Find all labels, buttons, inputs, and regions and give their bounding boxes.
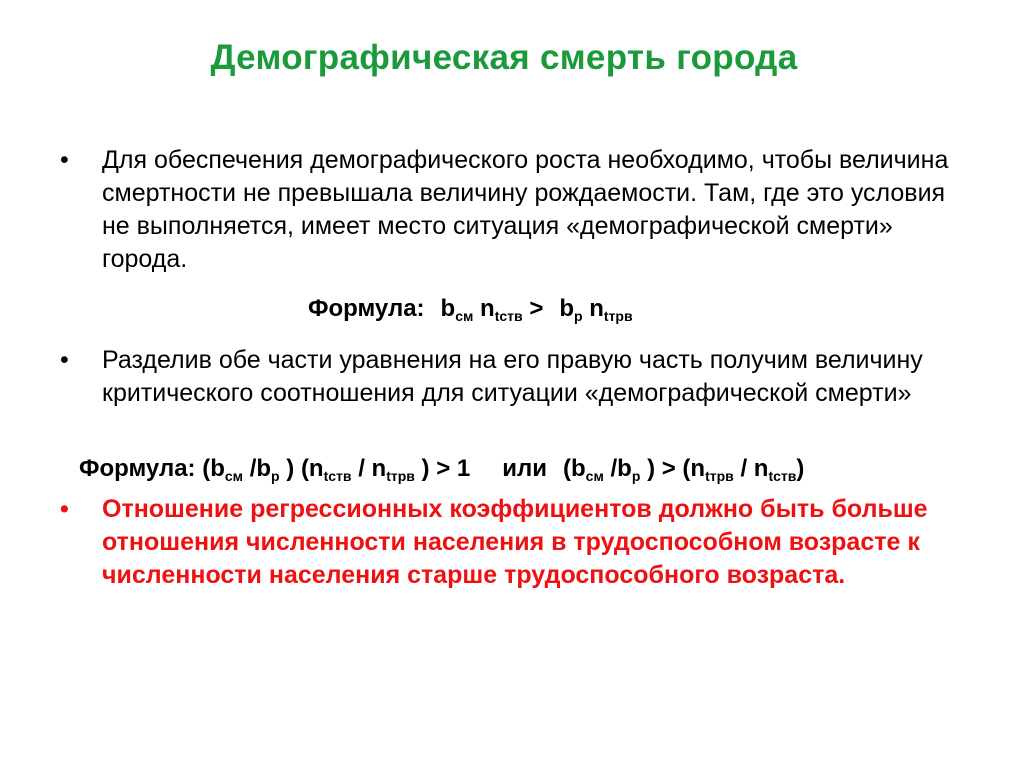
symbol-b: b [559,295,574,322]
subscript: р [574,308,583,324]
formula-part: (n [300,455,324,482]
subscript: tств [494,308,523,324]
subscript: р [271,468,280,484]
bullet-marker: • [60,495,69,523]
formula-part: (b [563,455,586,482]
formula-comparison: > 1 [436,455,471,482]
formula-comparison: > [661,455,676,482]
bullet-item [60,344,960,444]
formula-part: /b [249,455,272,482]
formula-inequality [308,295,633,323]
bullet-text: Отношение регрессионных коэффициентов должно быть больше отношения численности населения в трудоспособном возрасте к численности населения старше трудоспособного возраста. [102,495,928,589]
formula-part: / n [740,455,769,482]
subscript: см [455,308,474,324]
subscript: р [631,468,641,484]
formula-label: Формула: [79,455,196,482]
formula-ratio [79,455,804,483]
formula-part: ) [421,455,430,482]
formula-part: ) [286,455,295,482]
formula-part: (n [682,455,706,482]
formula-part: /b [610,455,632,482]
symbol-n: n [589,295,604,322]
formula-part: ) [647,455,656,482]
symbol-n: n [480,295,495,322]
bullet-text: Разделив обе части уравнения на его правую часть получим величину критического соотношения для ситуации «демографической смерти» [102,346,923,407]
subscript: см [585,468,604,484]
symbol-b: b [440,295,456,322]
formula-label: Формула: [308,295,425,322]
slide-title: Демографическая смерть города [210,38,798,77]
operator: > [529,295,544,322]
subscript: tтрв [386,468,415,484]
bullet-marker: • [60,346,69,374]
subscript: tтрв [603,308,633,324]
subscript: tств [323,468,352,484]
formula-or: или [502,455,548,482]
subscript: см [224,468,244,484]
formula-part: (b [202,455,225,482]
bullet-marker: • [60,146,69,174]
bullet-item-highlight [60,493,960,633]
bullet-item [60,144,960,284]
subscript: tств [768,468,797,484]
formula-part: ) [796,455,805,482]
bullet-text: Для обеспечения демографического роста необходимо, чтобы величина смертности не превышала величину рождаемости. Там, где это условия не выполняется, имеет место ситуация «демографической смерти» города. [102,146,949,273]
formula-part: / n [358,455,387,482]
subscript: tтрв [705,468,734,484]
